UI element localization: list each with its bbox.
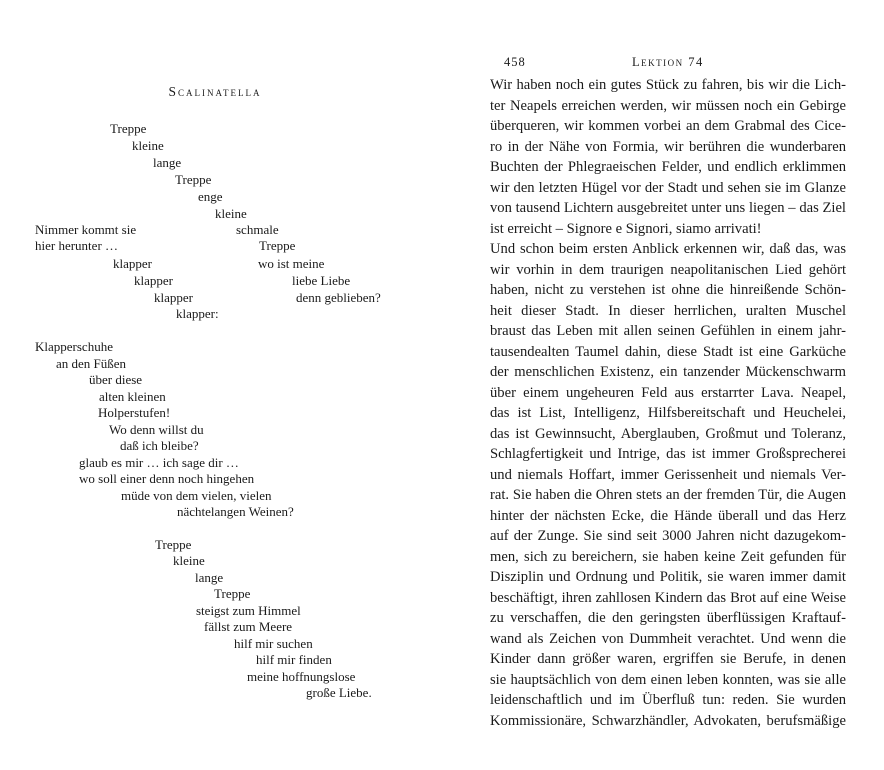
poem-line: hier herunter … [35,238,119,253]
text-line: rat. Sie haben die Ohren stets an der fremden Tür, die Augen [490,487,846,503]
text-line: heit dieser Stadt. In dieser herrlichen, uralten Muschel [490,303,846,319]
poem-line: Nimmer kommt sie [35,222,137,237]
poem-line: Klapperschuhe [35,339,113,354]
poem-line: kleine [132,138,164,153]
text-line: braust das Leben mit allen seinen Gefühlen in einem jahr- [490,323,846,339]
text-line: Wir haben noch ein gutes Stück zu fahren, bis wir die Lich- [490,77,846,93]
text-line: von tausend Lichtern ausgebreitet unter uns liegen – das Ziel [490,200,846,216]
text-line: Kommissionäre, Schwarzhändler, Advokaten, berufsmäßige [490,713,846,729]
poem-line: fällst zum Meere [204,619,293,634]
text-line: über einem ungeheuren Feld aus erstarrter Lava. Neapel, [490,385,846,401]
text-line: ist erreicht – Signore e Signori, siamo arrivati! [490,221,762,237]
text-line: haben, nicht zu verstehen ist ohne die hinreißende Schön- [490,282,846,298]
text-line: überqueren, wir kommen vorbei an dem Grabmal des Cice- [490,118,846,134]
poem-line: daß ich bleibe? [120,438,199,453]
poem-line: meine hoffnungslose [247,669,356,684]
poem-line: kleine [215,206,247,221]
text-line: auf der Zunge. Sie sind seit 3000 Jahren nicht dazugekom- [490,528,846,544]
text-line: der menschlichen Existenz, ein tanzender Mückenschwarm [490,364,846,380]
poem-line: hilf mir finden [256,652,332,667]
text-line: sie hauptsächlich von dem einen leben konnten, was sie alle [490,672,846,688]
poem-line: lange [153,155,182,170]
poem-line: Holperstufen! [98,405,171,420]
poem-line: klapper: [176,306,219,321]
text-line: ro in der Nähe von Formia, wir berühren die wunderbaren [490,139,846,155]
text-line: hinter der nächsten Ecke, die Hände überall und das Herz [490,508,846,524]
poem-line: denn geblieben? [296,290,381,305]
text-line: ter Neapels erreichen werden, wir müssen noch ein Gebirge [490,98,846,114]
running-head: Lektion 74 [632,55,704,69]
poem-line: Treppe [259,238,296,253]
text-line: Schlagfertigkeit und Intrige, das ist immer Großsprecherei [490,446,846,462]
text-line: beschäftigt, ihren zahllosen Kindern das Brot auf eine Weise [490,590,846,606]
poem-line: an den Füßen [56,356,127,371]
poem-line: klapper [134,273,173,288]
poem-line: wo soll einer denn noch hingehen [79,471,255,486]
text-line: Kinder dann größer waren, ergriffen sie Berufe, in denen [490,651,846,667]
text-line: wand als Zeichen von Dummheit verachtet. Und wenn die [490,631,846,647]
text-line: und niemals Hoffart, immer Gerissenheit und niemals Ver- [490,467,846,483]
poem-line: Treppe [175,172,212,187]
poem-line: steigst zum Himmel [196,603,301,618]
poem-line: kleine [173,553,205,568]
poem-line: lange [195,570,224,585]
poem-line: klapper [154,290,193,305]
text-line: Disziplin und Ordnung und Politik, sie waren immer damit [490,569,846,585]
poem-line: müde von dem vielen, vielen [121,488,272,503]
poem-line: liebe Liebe [292,273,351,288]
text-line: das ist Gewinnsucht, Aberglauben, Großmut und Toleranz, [490,426,846,442]
right-page [442,0,884,770]
poem-title: Scalinatella [168,84,262,99]
poem-line: Wo denn willst du [109,422,204,437]
poem-line: große Liebe. [306,685,372,700]
poem-line: wo ist meine [258,256,325,271]
text-line: das ist List, Intelligenz, Hilfsbereitschaft und Heuchelei, [490,405,846,421]
text-line: zu verschaffen, die den geringsten überflüssigen Kraftauf- [490,610,846,626]
poem-line: Treppe [214,586,251,601]
poem-line: Treppe [155,537,192,552]
poem-line: nächtelangen Weinen? [177,504,294,519]
poem-line: enge [198,189,223,204]
text-line: wir den letzten Hügel vor der Stadt und sehen sie im Glanze [490,180,846,196]
poem-line: glaub es mir … ich sage dir … [79,455,239,470]
poem-line: Treppe [110,121,147,136]
text-line: tausendealten Taumel dahin, diese Stadt ist eine Garküche [490,344,846,360]
poem-line: über diese [89,372,143,387]
page-number: 458 [504,55,526,69]
text-line: leidenschaftlich und im Überfluß tun: reden. Sie wurden [490,692,846,708]
poem-line: alten kleinen [99,389,166,404]
text-line: wir vorhin in dem traurigen neapolitanischen Lied gehört [490,262,846,278]
text-line: men, sich zu bereichern, sie haben keine Zeit gefunden für [490,549,846,565]
poem-line: schmale [236,222,279,237]
text-line: Buchten der Phlegraeischen Felder, und endlich erklimmen [490,159,846,175]
text-line: Und schon beim ersten Anblick erkennen wir, daß das, was [490,241,846,257]
poem-line: hilf mir suchen [234,636,313,651]
poem-line: klapper [113,256,152,271]
